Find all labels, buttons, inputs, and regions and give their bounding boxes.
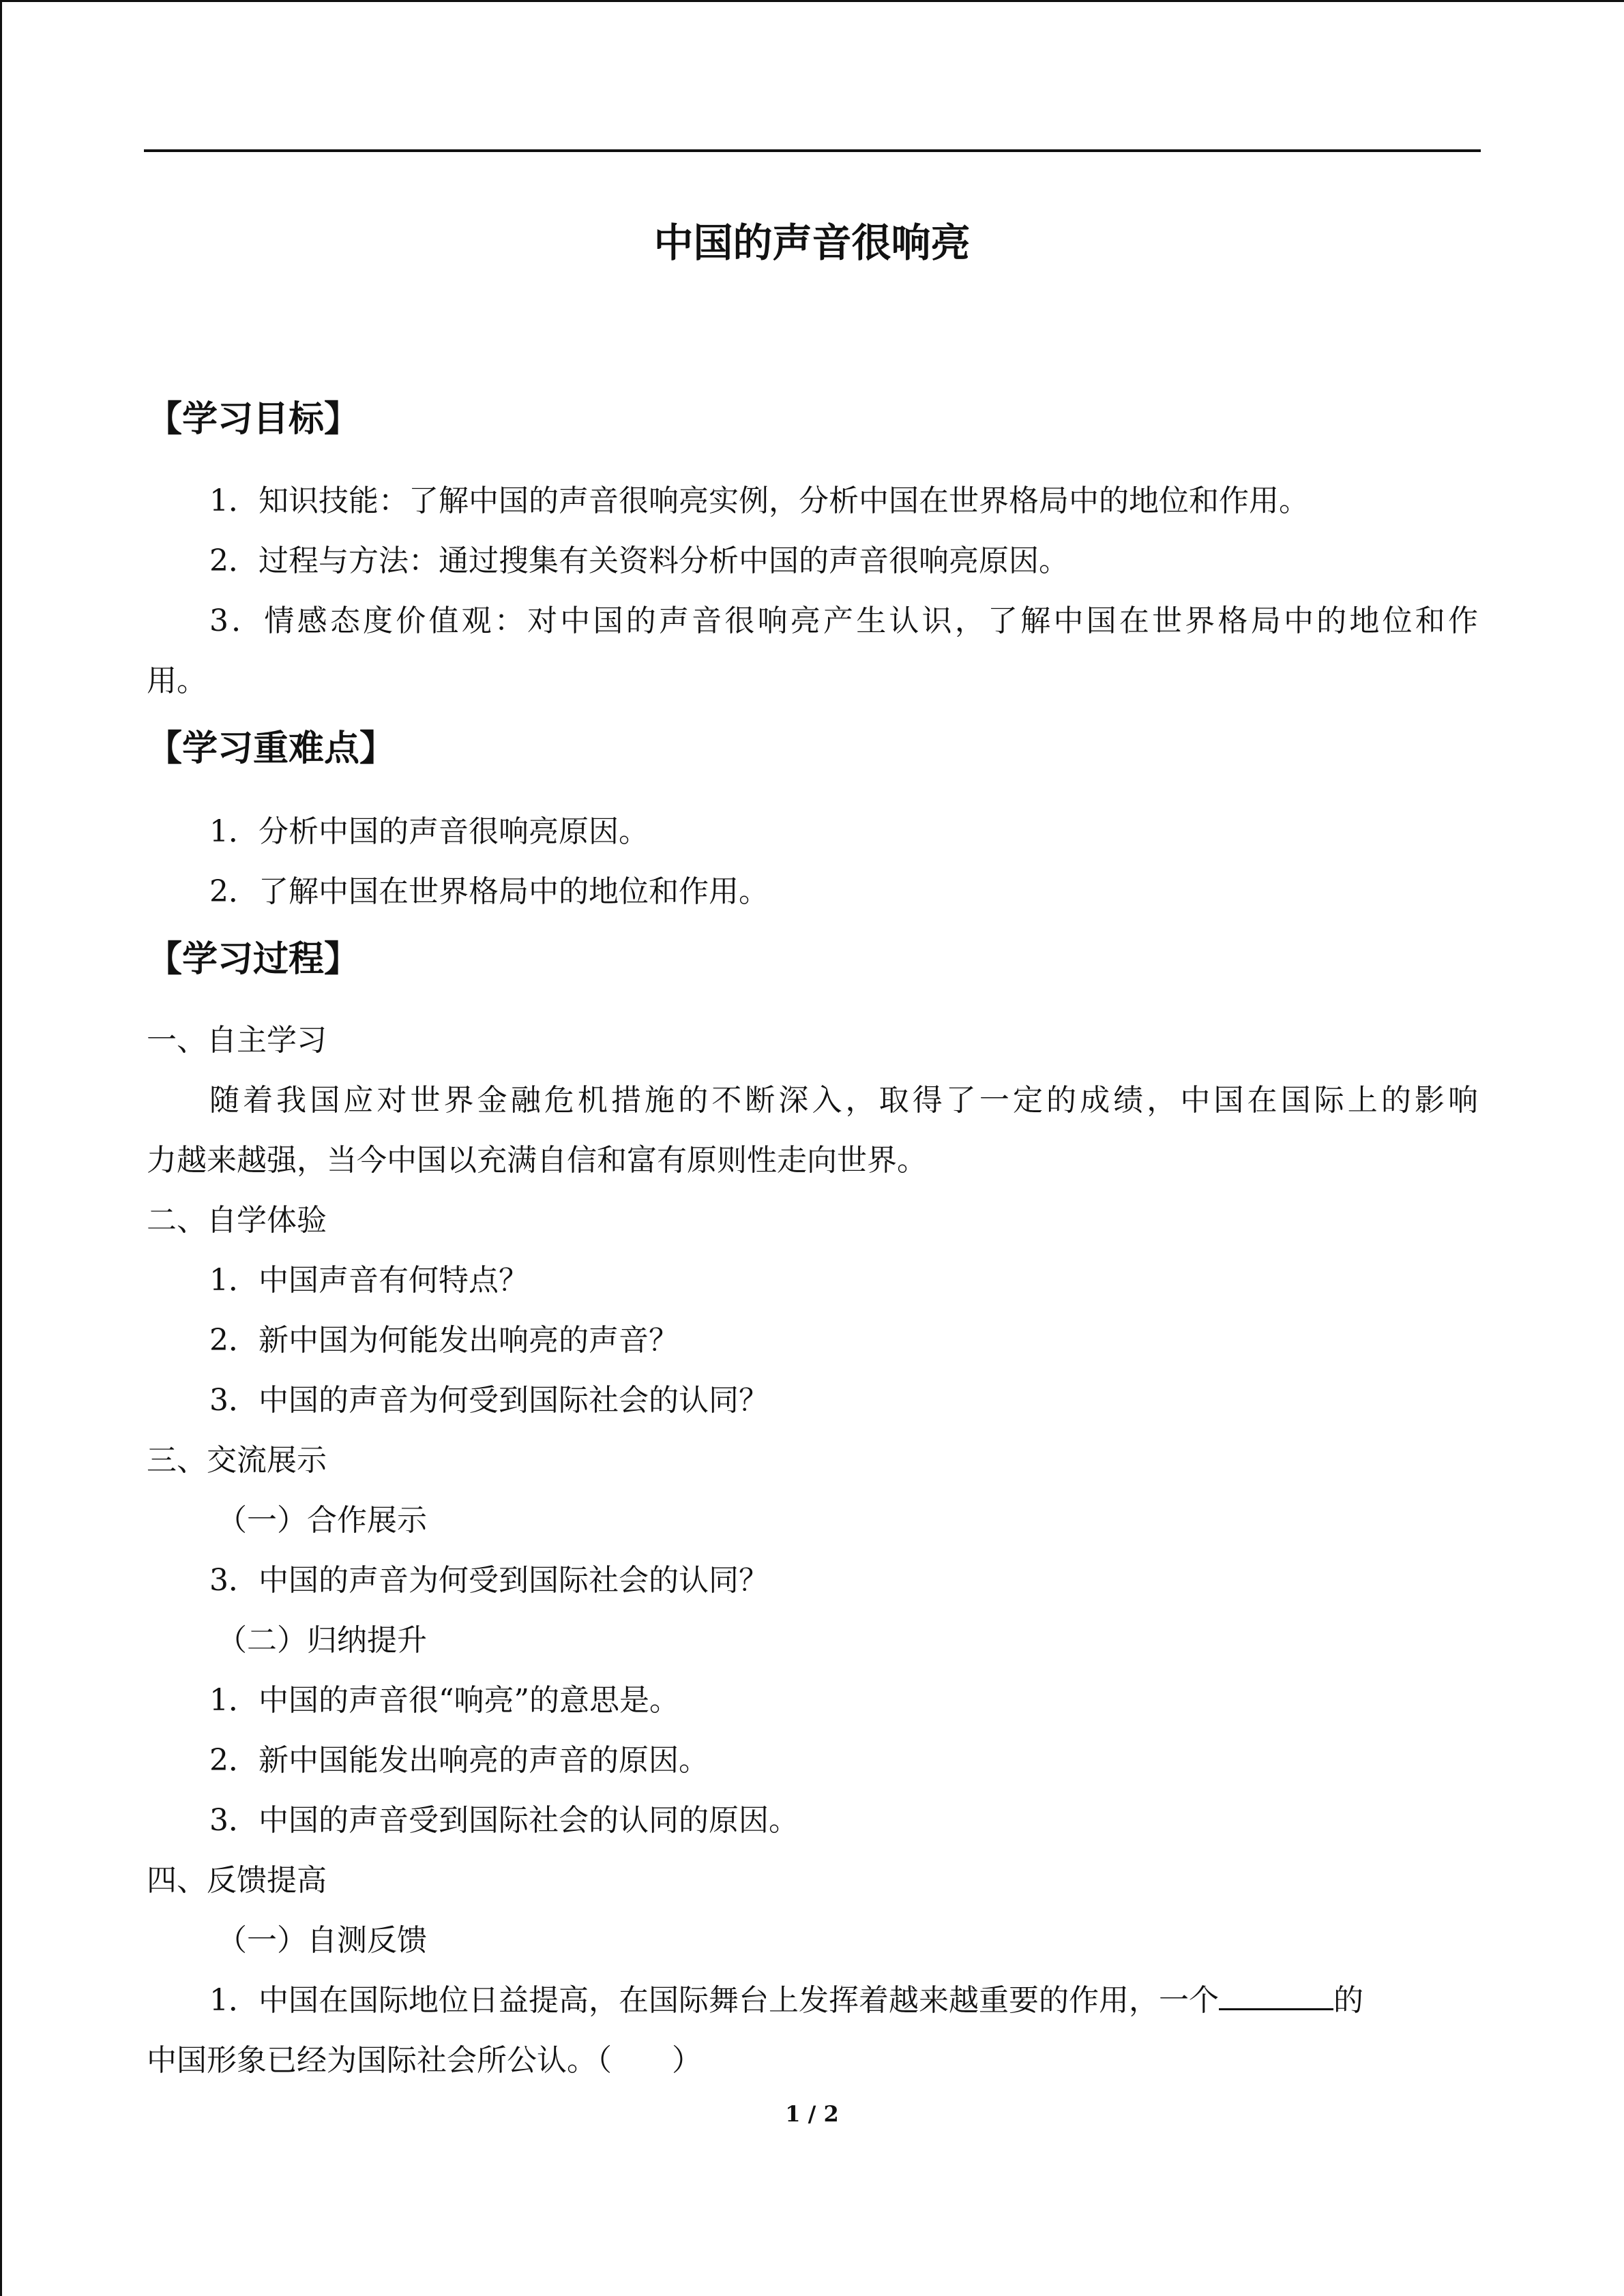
part2-item-1: 1．中国声音有何特点？ [209, 1263, 529, 1298]
question-1-text-before-blank: 1．中国在国际地位日益提高，在国际舞台上发挥着越来越重要的作用，一个 [209, 1983, 1219, 2018]
part1-paragraph-line-2: 力越来越强，当今中国以充满自信和富有原则性走向世界。 [147, 1143, 927, 1178]
objective-item-1: 1．知识技能：了解中国的声音很响亮实例，分析中国在世界格局中的地位和作用。 [209, 483, 1309, 518]
page-top-border [0, 0, 1624, 2]
part4-subheading-1: （一）自测反馈 [217, 1923, 427, 1958]
question-1-line-1 [209, 1980, 1363, 2021]
objective-item-2: 2．过程与方法：通过搜集有关资料分析中国的声音很响亮原因。 [209, 543, 1069, 578]
answer-blank[interactable] [1219, 1981, 1333, 2010]
part2-item-2: 2．新中国为何能发出响亮的声音？ [209, 1323, 679, 1358]
part3-sub1-item-1: 3．中国的声音为何受到国际社会的认同？ [209, 1563, 769, 1598]
page-number: 1 / 2 [785, 2101, 839, 2127]
part1-title: 一、自主学习 [147, 1023, 327, 1058]
part3-sub2-item-3: 3．中国的声音受到国际社会的认同的原因。 [209, 1803, 799, 1838]
section-heading-objectives: 【学习目标】 [147, 399, 360, 440]
part3-subheading-2: （二）归纳提升 [217, 1623, 427, 1658]
key-point-item-2: 2．了解中国在世界格局中的地位和作用。 [209, 874, 769, 909]
part3-title: 三、交流展示 [147, 1443, 327, 1478]
question-1-line-2: 中国形象已经为国际社会所公认。（ ） [147, 2043, 702, 2078]
header-rule [144, 149, 1481, 152]
part1-paragraph-line-1: 随着我国应对世界金融危机措施的不断深入，取得了一定的成绩，中国在国际上的影响 [209, 1083, 1478, 1118]
section-heading-key-points: 【学习重难点】 [147, 728, 396, 769]
objective-item-3: 3．情感态度价值观：对中国的声音很响亮产生认识，了解中国在世界格局中的地位和作 [209, 603, 1478, 638]
key-point-item-1: 1．分析中国的声音很响亮原因。 [209, 814, 649, 849]
page-left-border [0, 0, 2, 2296]
part2-title: 二、自学体验 [147, 1203, 327, 1238]
section-heading-process: 【学习过程】 [147, 939, 360, 980]
part3-subheading-1: （一）合作展示 [217, 1503, 427, 1538]
objective-item-3-continued: 用。 [147, 664, 207, 698]
part4-title: 四、反馈提高 [147, 1863, 327, 1898]
document-title: 中国的声音很响亮 [653, 220, 971, 266]
part2-item-3: 3．中国的声音为何受到国际社会的认同？ [209, 1383, 769, 1418]
question-1-text-after-blank: 的 [1333, 1983, 1363, 2018]
part3-sub2-item-1: 1．中国的声音很“响亮”的意思是。 [209, 1683, 679, 1718]
part3-sub2-item-2: 2．新中国能发出响亮的声音的原因。 [209, 1743, 709, 1778]
